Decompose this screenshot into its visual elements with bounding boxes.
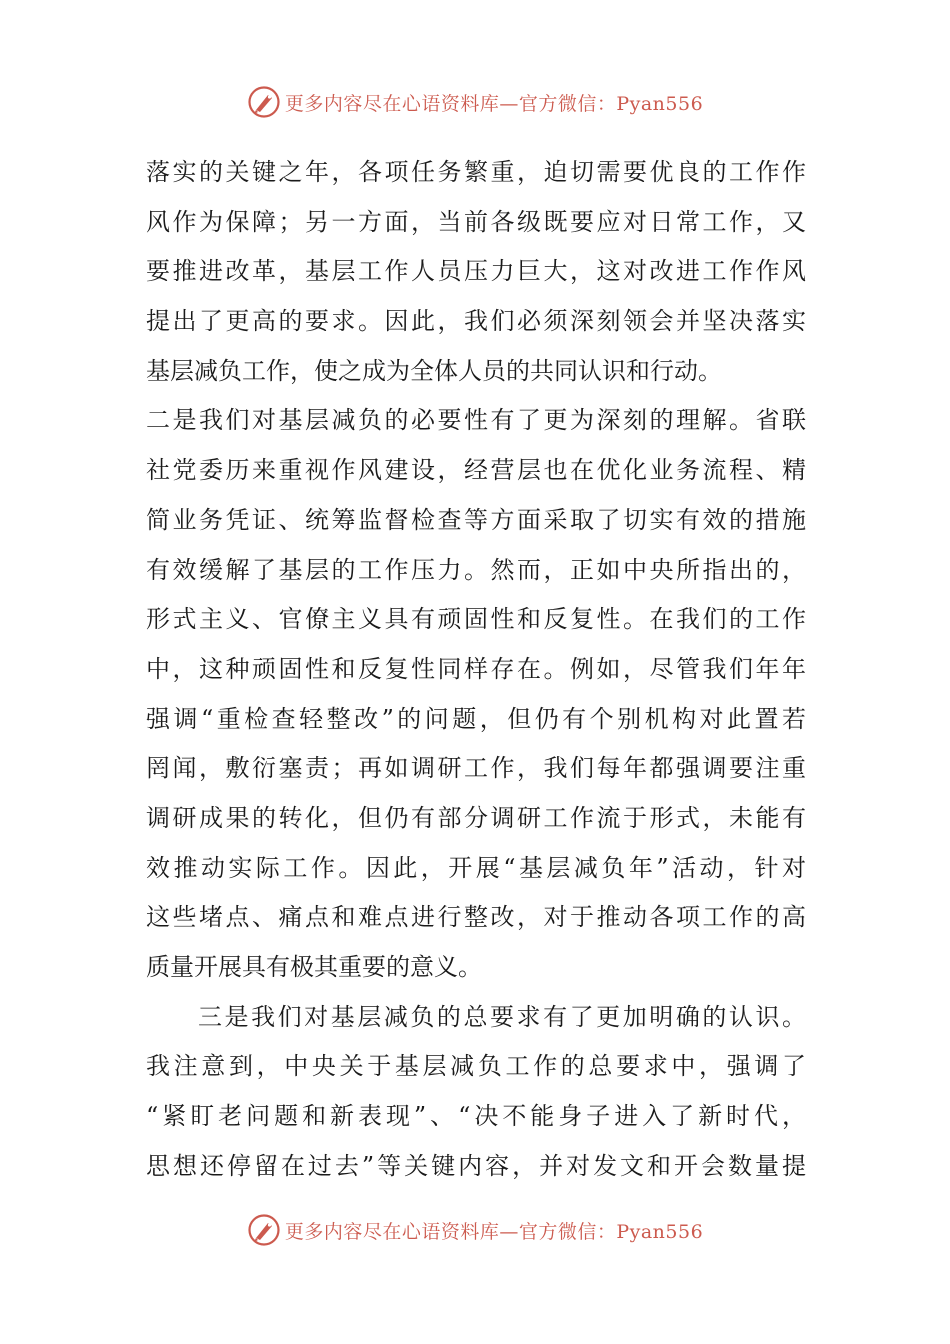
body-line: 风作为保障；另一方面，当前各级既要应对日常工作，又	[146, 207, 806, 236]
body-line: “紧盯老问题和新表现”、“决不能身子进入了新时代，	[146, 1102, 806, 1131]
body-line: 有效缓解了基层的工作压力。然而，正如中央所指出的，	[146, 555, 806, 584]
body-line: 效推动实际工作。因此，开展“基层减负年”活动，针对	[146, 853, 806, 882]
header-banner	[0, 82, 950, 122]
body-line: 提出了更高的要求。因此，我们必须深刻领会并坚决落实	[146, 307, 806, 336]
body-line: 简业务凭证、统筹监督检查等方面采取了切实有效的措施	[146, 505, 806, 534]
document-body	[146, 148, 806, 1191]
pen-nib-logo-icon	[247, 1213, 281, 1247]
header-banner-text: 更多内容尽在心语资料库—官方微信：Pyan556	[284, 92, 704, 115]
body-line: 这些堵点、痛点和难点进行整改，对于推动各项工作的高	[146, 903, 806, 932]
body-line: 罔闻，敷衍塞责；再如调研工作，我们每年都强调要注重	[146, 754, 806, 783]
body-line: 落实的关键之年，各项任务繁重，迫切需要优良的工作作	[146, 158, 806, 186]
body-line: 调研成果的转化，但仍有部分调研工作流于形式，未能有	[146, 803, 806, 832]
footer-banner	[0, 1210, 950, 1250]
body-line: 质量开展具有极其重要的意义。	[146, 953, 482, 981]
body-line: 形式主义、官僚主义具有顽固性和反复性。在我们的工作	[146, 605, 806, 634]
body-line: 社党委历来重视作风建设，经营层也在优化业务流程、精	[146, 456, 806, 485]
pen-nib-logo-icon	[247, 85, 281, 119]
body-line: 要推进改革，基层工作人员压力巨大，这对改进工作作风	[146, 257, 806, 286]
body-line: 三是我们对基层减负的总要求有了更加明确的认识。	[198, 1002, 806, 1031]
body-line: 思想还停留在过去”等关键内容，并对发文和开会数量提	[146, 1151, 806, 1180]
footer-banner-text: 更多内容尽在心语资料库—官方微信：Pyan556	[284, 1220, 704, 1243]
body-line: 中，这种顽固性和反复性同样存在。例如，尽管我们年年	[146, 654, 806, 683]
body-line: 强调“重检查轻整改”的问题，但仍有个别机构对此置若	[146, 704, 806, 733]
body-line: 我注意到，中央关于基层减负工作的总要求中，强调了	[146, 1052, 806, 1081]
body-line: 二是我们对基层减负的必要性有了更为深刻的理解。省联	[146, 406, 806, 435]
body-line: 基层减负工作，使之成为全体人员的共同认识和行动。	[146, 356, 722, 385]
